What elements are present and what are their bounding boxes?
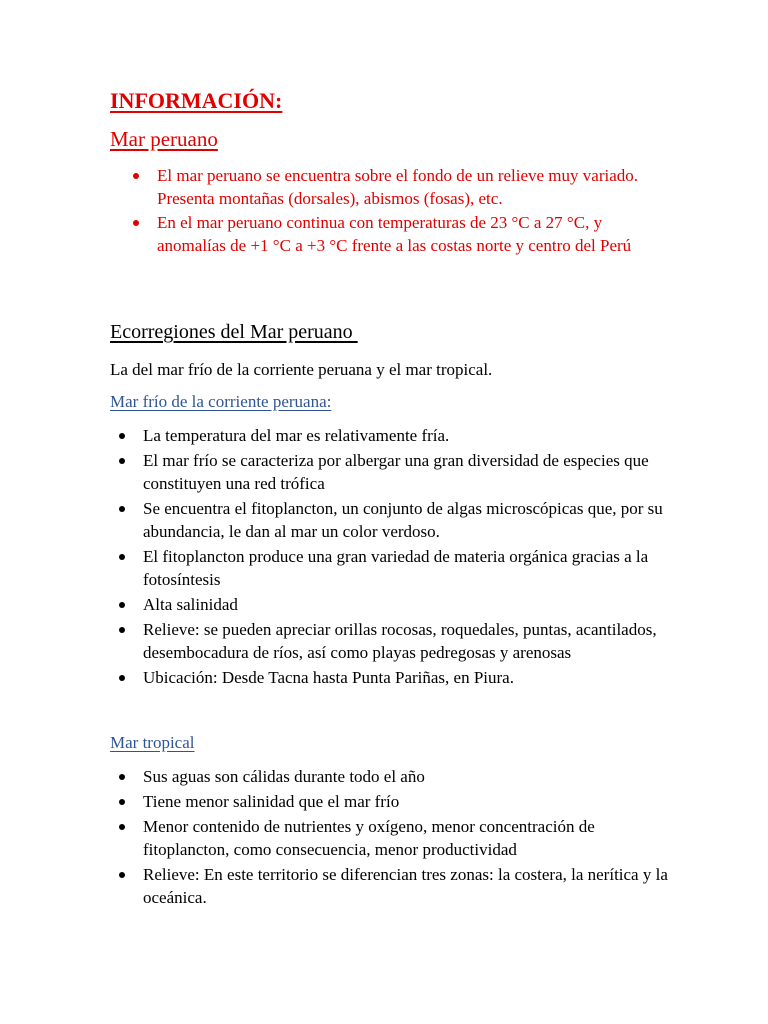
list-item [110, 424, 670, 447]
bullet-icon [119, 824, 125, 830]
section-title-ecorregiones: Ecorregiones del Mar peruano [110, 321, 358, 343]
list-item-text: Relieve: En este territorio se diferencian tres zonas: la costera, la nerítica y la oceánica. [143, 865, 668, 907]
list-item [110, 545, 670, 591]
list-item [124, 164, 664, 210]
list-item-text: Alta salinidad [143, 595, 238, 614]
main-heading: INFORMACIÓN: [110, 88, 283, 113]
bullet-icon [133, 173, 139, 179]
list-item [110, 449, 670, 495]
mar-peruano-list [124, 164, 664, 258]
list-item [110, 618, 670, 664]
list-item-text: El mar frío se caracteriza por albergar una gran diversidad de especies que constituyen una red trófica [143, 451, 649, 493]
mar-frio-list [110, 424, 670, 691]
section-title-mar-peruano: Mar peruano [110, 127, 218, 151]
subsection-title-mar-frio: Mar frío de la corriente peruana: [110, 392, 332, 411]
bullet-icon [119, 602, 125, 608]
list-item-text: El mar peruano se encuentra sobre el fondo de un relieve muy variado. Presenta montañas (dorsales), abismos (fosas), etc. [157, 166, 639, 208]
bullet-icon [119, 774, 125, 780]
list-item-text: Menor contenido de nutrientes y oxígeno, menor concentración de fitoplancton, como consecuencia, menor productividad [143, 817, 595, 859]
list-item-text: En el mar peruano continua con temperaturas de 23 °C a 27 °C, y anomalías de +1 °C a +3 °C frente a las costas norte y centro del Perú [157, 213, 632, 255]
bullet-icon [119, 506, 125, 512]
list-item [110, 790, 670, 813]
mar-tropical-list [110, 765, 670, 911]
list-item [110, 765, 670, 788]
list-item [110, 666, 670, 689]
bullet-icon [119, 872, 125, 878]
list-item-text: El fitoplancton produce una gran variedad de materia orgánica gracias a la fotosíntesis [143, 547, 649, 589]
bullet-icon [119, 458, 125, 464]
list-item [124, 211, 664, 257]
list-item [110, 815, 670, 861]
list-item [110, 497, 670, 543]
bullet-icon [119, 627, 125, 633]
subsection-title-mar-tropical: Mar tropical [110, 733, 195, 752]
list-item-text: Se encuentra el fitoplancton, un conjunto de algas microscópicas que, por su abundancia, le dan al mar un color verdoso. [143, 499, 663, 541]
bullet-icon [119, 675, 125, 681]
ecorregiones-intro: La del mar frío de la corriente peruana y el mar tropical. [110, 360, 493, 379]
list-item-text: Tiene menor salinidad que el mar frío [143, 792, 400, 811]
list-item-text: La temperatura del mar es relativamente fría. [143, 426, 450, 445]
bullet-icon [119, 799, 125, 805]
list-item-text: Ubicación: Desde Tacna hasta Punta Pariñas, en Piura. [143, 668, 514, 687]
bullet-icon [119, 433, 125, 439]
list-item [110, 863, 670, 909]
bullet-icon [119, 554, 125, 560]
list-item-text: Relieve: se pueden apreciar orillas rocosas, roquedales, puntas, acantilados, desembocadura de ríos, así como playas pedregosas y arenosas [143, 620, 657, 662]
bullet-icon [133, 220, 139, 226]
list-item [110, 593, 670, 616]
list-item-text: Sus aguas son cálidas durante todo el año [143, 767, 425, 786]
